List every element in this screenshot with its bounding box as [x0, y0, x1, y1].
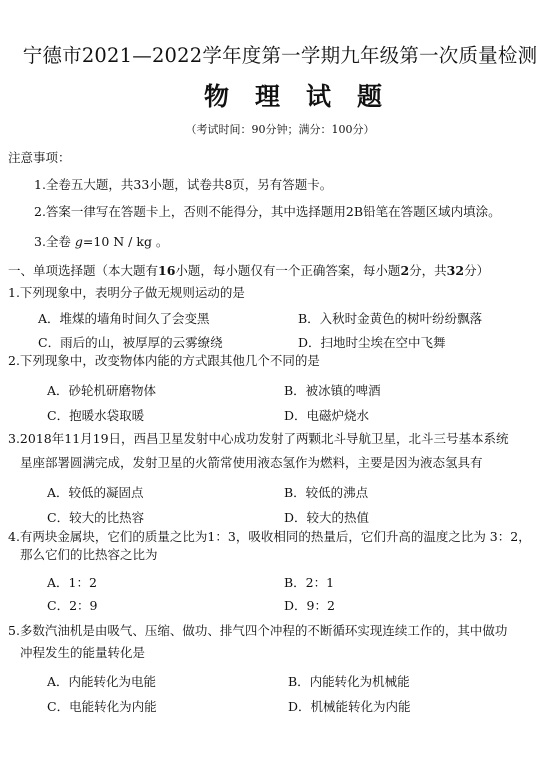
section-mid: 小题，每小题仅有一个正确答案，每小题: [175, 263, 401, 278]
note-item-3-suffix: =10 N / kg 。: [82, 234, 169, 249]
question-3-stem-line-1: 3.2018年11月19日，西昌卫星发射中心成功发射了两颗北斗导航卫星，北斗三号基本系统: [8, 431, 509, 446]
question-5-option-c: C．电能转化为内能: [47, 699, 157, 714]
question-1-option-c: C．雨后的山，被厚厚的云雾缭绕: [38, 335, 223, 350]
notes-heading: 注意事项：: [8, 150, 71, 165]
question-5-option-d: D．机械能转化为内能: [288, 699, 411, 714]
question-5-stem-line-2: 冲程发生的能量转化是: [20, 645, 146, 660]
section-end: 分）: [464, 263, 490, 278]
question-4-option-a: A．1：2: [47, 575, 97, 590]
note-item-1: 1.全卷五大题，共33小题，试卷共8页，另有答题卡。: [34, 177, 333, 192]
question-2-option-c: C．抱暖水袋取暖: [47, 408, 145, 423]
question-5-option-a: A．内能转化为电能: [47, 674, 157, 689]
question-2-option-d: D．电磁炉烧水: [284, 408, 370, 423]
question-2-stem: 2.下列现象中，改变物体内能的方式跟其他几个不同的是: [8, 353, 320, 368]
note-item-3: [34, 234, 168, 250]
section-mid2: 分，共: [409, 263, 447, 278]
section-points-each: 2: [400, 263, 410, 278]
exam-time-info: （考试时间：90分钟；满分：100分）: [185, 123, 375, 136]
section-total-points: 32: [446, 263, 465, 278]
question-3-stem-line-2: 星座部署圆满完成，发射卫星的火箭常使用液态氢作为燃料，主要是因为液态氢具有: [20, 455, 483, 470]
question-3-option-d: D．较大的热值: [284, 510, 370, 525]
question-3-option-c: C．较大的比热容: [47, 510, 145, 525]
question-3-option-a: A．较低的凝固点: [47, 485, 144, 500]
question-1-stem: 1.下列现象中，表明分子做无规则运动的是: [8, 285, 245, 300]
question-1-option-a: A．堆煤的墙角时间久了会变黑: [38, 311, 210, 326]
section-question-count: 16: [158, 263, 176, 278]
question-2-option-b: B．被冰镇的啤酒: [284, 383, 381, 398]
question-4-option-c: C．2：9: [47, 598, 98, 613]
note-item-3-variable: g: [74, 234, 83, 249]
question-4-option-b: B．2：1: [284, 575, 335, 590]
question-5-option-b: B．内能转化为机械能: [288, 674, 410, 689]
question-4-stem-line-2: 那么它们的比热容之比为: [20, 547, 158, 562]
subject-title: 物理试题: [203, 82, 408, 111]
question-2-option-a: A．砂轮机研磨物体: [47, 383, 157, 398]
section-heading: [8, 263, 489, 279]
exam-title: 宁德市2021—2022学年度第一学期九年级第一次质量检测: [22, 44, 538, 67]
question-1-option-d: D．扫地时尘埃在空中飞舞: [298, 335, 446, 350]
note-item-3-prefix: 3.全卷: [34, 234, 75, 249]
question-3-option-b: B．较低的沸点: [284, 485, 369, 500]
question-4-option-d: D．9：2: [284, 598, 335, 613]
question-4-stem-line-1: 4.有两块金属块，它们的质量之比为1：3，吸收相同的热量后，它们升高的温度之比为 3：2，: [8, 529, 531, 544]
note-item-2: 2.答案一律写在答题卡上，否则不能得分，其中选择题用2B铅笔在答题区域内填涂。: [34, 204, 501, 219]
section-label: 一、单项选择题（本大题有: [8, 263, 159, 278]
question-5-stem-line-1: 5.多数汽油机是由吸气、压缩、做功、排气四个冲程的不断循环实现连续工作的，其中做功: [8, 623, 508, 638]
question-1-option-b: B．入秋时金黄色的树叶纷纷飘落: [298, 311, 483, 326]
